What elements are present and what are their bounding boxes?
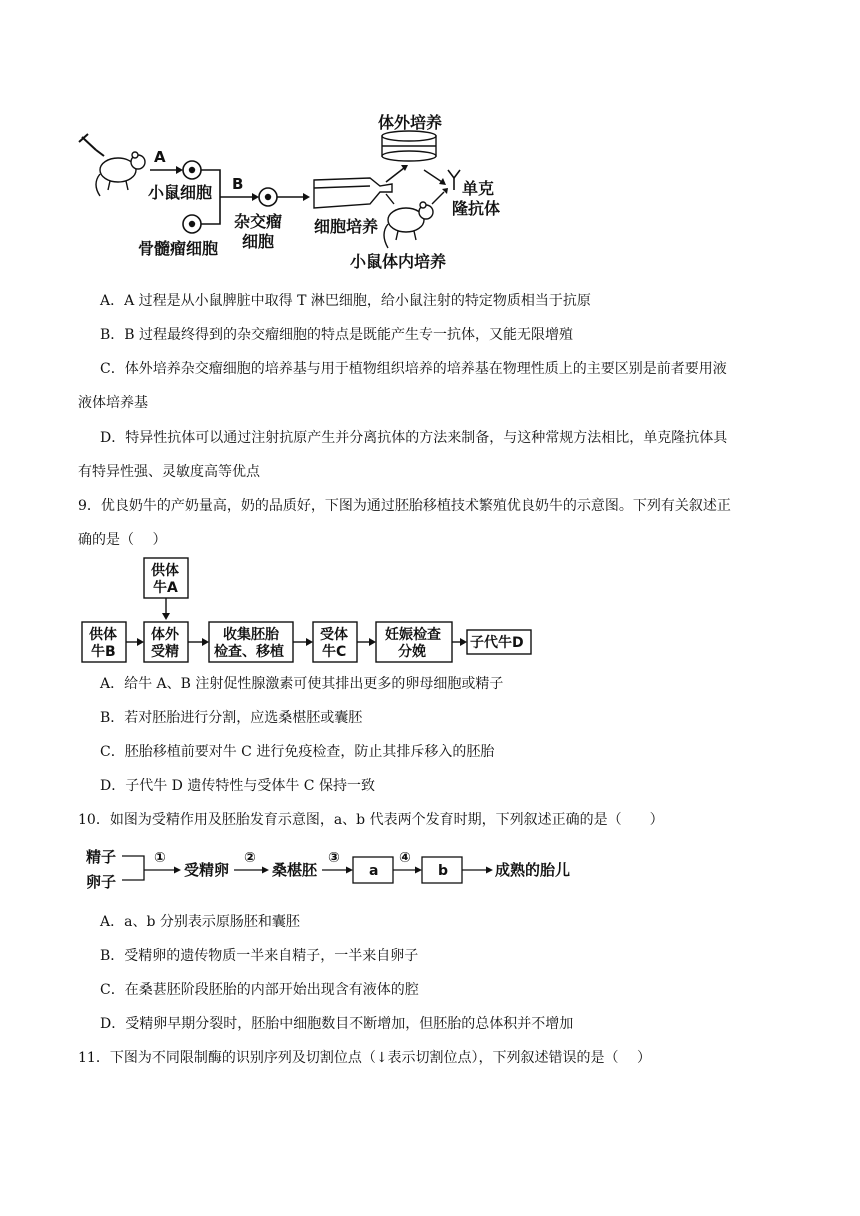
hybridoma-cell-icon — [259, 188, 277, 206]
collect-line2: 检查、移植 — [214, 644, 284, 660]
stage-a-label: a — [369, 863, 379, 879]
collect-line1: 收集胚胎 — [223, 627, 279, 643]
q9-option-c: C．胚胎移植前要对牛 C 进行免疫检查，防止其排斥移入的胚胎 — [100, 744, 495, 760]
myeloma-cell-label: 骨髓瘤细胞 — [138, 239, 219, 258]
mouse-icon — [96, 152, 145, 196]
q8-option-a: A．A 过程是从小鼠脾脏中取得 T 淋巴细胞，给小鼠注射的特定物质相当于抗原 — [100, 293, 591, 309]
mab-label-1: 单克 — [462, 179, 495, 198]
stage-b-label: b — [438, 863, 449, 879]
donor-a-line2: 牛A — [153, 580, 178, 596]
donor-a-line1: 供体 — [151, 563, 179, 579]
donor-b-line2: 牛B — [91, 644, 116, 660]
cell-culture-label: 细胞培养 — [314, 217, 379, 236]
q9-stem-line2: 确的是（ ） — [78, 532, 167, 548]
q8-option-c: C．体外培养杂交瘤细胞的培养基与用于植物组织培养的培养基在物理性质上的主要区别是前者要用液 — [100, 361, 727, 377]
offspring-label: 子代牛D — [470, 635, 524, 651]
ivf-line1: 体外 — [151, 627, 179, 643]
step-4: ④ — [399, 850, 411, 866]
q8-option-d: D．特异性抗体可以通过注射抗原产生并分离抗体的方法来制备，与这种常规方法相比，单克隆抗体具 — [100, 430, 728, 446]
q11-stem: 11．下图为不同限制酶的识别序列及切割位点（↓表示切割位点），下列叙述错误的是（ ） — [78, 1050, 651, 1066]
in-vitro-label: 体外培养 — [378, 113, 443, 132]
b-cell-icon — [183, 161, 201, 179]
q9-option-d: D．子代牛 D 遗传特性与受体牛 C 保持一致 — [100, 778, 375, 794]
q9-stem-line1: 9．优良奶牛的产奶量高，奶的品质好，下图为通过胚胎移植技术繁殖优良奶牛的示意图。下列有关叙述正 — [78, 498, 731, 514]
q10-option-c: C．在桑葚胚阶段胚胎的内部开始出现含有液体的腔 — [100, 982, 419, 998]
fertilization-diagram — [84, 842, 584, 894]
culture-flask-icon — [314, 178, 392, 208]
step-3: ③ — [328, 850, 340, 866]
pregnancy-line1: 妊娠检查 — [385, 627, 441, 643]
q8-option-d-cont: 有特异性强、灵敏度高等优点 — [78, 464, 260, 480]
hybridoma-label-2: 细胞 — [242, 232, 275, 251]
pregnancy-line2: 分娩 — [398, 644, 426, 660]
morula-label: 桑椹胚 — [272, 861, 318, 879]
myeloma-cell-icon — [183, 215, 201, 233]
sperm-label: 精子 — [86, 848, 117, 866]
ivf-line2: 受精 — [151, 644, 179, 660]
fetus-label: 成熟的胎儿 — [495, 861, 571, 879]
mouse-cell-label: 小鼠细胞 — [148, 183, 213, 202]
egg-label: 卵子 — [86, 873, 117, 891]
q10-stem: 10．如图为受精作用及胚胎发育示意图，a、b 代表两个发育时期，下列叙述正确的是（ ） — [78, 812, 664, 828]
q8-option-c-cont: 液体培养基 — [78, 395, 148, 411]
embryo-transfer-diagram — [80, 556, 540, 668]
step-2: ② — [244, 850, 256, 866]
q9-option-b: B．若对胚胎进行分割，应选桑椹胚或囊胚 — [100, 710, 363, 726]
in-vivo-label: 小鼠体内培养 — [350, 252, 447, 271]
hybridoma-label-1: 杂交瘤 — [234, 212, 283, 231]
petri-dish-icon — [382, 131, 436, 161]
recipient-line1: 受体 — [320, 627, 348, 643]
monoclonal-antibody-figure — [70, 112, 510, 277]
q10-option-d: D．受精卵早期分裂时，胚胎中细胞数目不断增加，但胚胎的总体积并不增加 — [100, 1016, 574, 1032]
mouse-icon — [384, 202, 433, 248]
antibody-icon — [448, 170, 460, 190]
syringe-icon — [79, 134, 104, 156]
donor-b-line1: 供体 — [89, 627, 117, 643]
q9-option-a: A．给牛 A、B 注射促性腺激素可使其排出更多的卵母细胞或精子 — [100, 676, 504, 692]
recipient-line2: 牛C — [322, 644, 347, 660]
label-a: A — [154, 148, 166, 166]
mab-label-2: 隆抗体 — [452, 199, 501, 218]
q10-option-b: B．受精卵的遗传物质一半来自精子，一半来自卵子 — [100, 948, 419, 964]
zygote-label: 受精卵 — [184, 861, 230, 879]
label-b: B — [232, 175, 244, 193]
q8-option-b: B．B 过程最终得到的杂交瘤细胞的特点是既能产生专一抗体，又能无限增殖 — [100, 327, 574, 343]
step-1: ① — [154, 850, 166, 866]
q10-option-a: A．a、b 分别表示原肠胚和囊胚 — [100, 914, 300, 930]
